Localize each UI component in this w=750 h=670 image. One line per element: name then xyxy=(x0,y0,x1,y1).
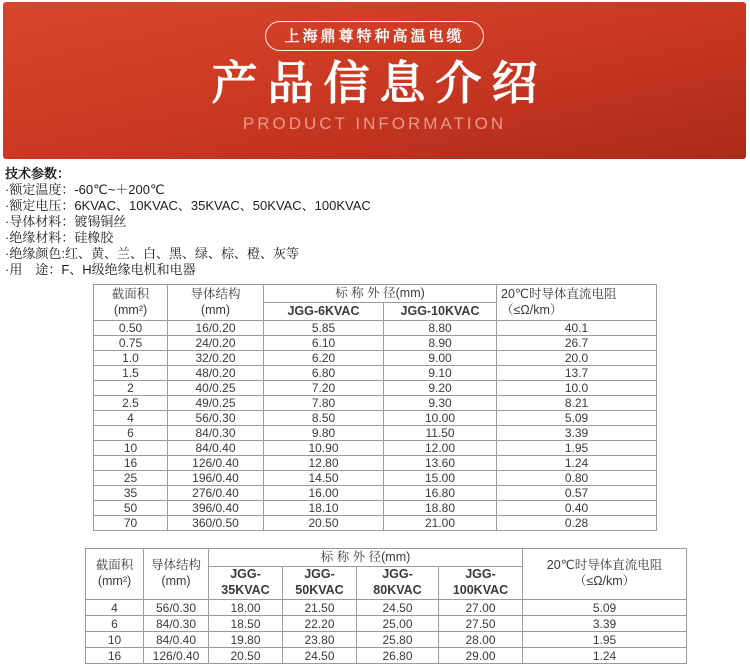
table-cell: 10.0 xyxy=(497,381,657,396)
table-row xyxy=(94,336,657,351)
table-cell: 0.80 xyxy=(497,471,657,486)
table-cell: 13.7 xyxy=(497,366,657,381)
tech-specs-list xyxy=(5,182,744,278)
table-cell: 56/0.30 xyxy=(168,411,264,426)
table-cell: 23.80 xyxy=(283,632,357,648)
header-label: 导体结构 xyxy=(150,558,201,573)
table-cell: 50 xyxy=(94,501,168,516)
table-cell: 10.00 xyxy=(384,411,497,426)
table-row xyxy=(94,486,657,501)
col-header-area xyxy=(86,549,144,600)
table-cell: 9.00 xyxy=(384,351,497,366)
col-header-jgg-50kvac: JGG-50KVAC xyxy=(283,567,357,600)
table-cell: 12.00 xyxy=(384,441,497,456)
table-cell: 32/0.20 xyxy=(168,351,264,366)
table-cell: 25.00 xyxy=(357,616,439,632)
table-cell: 35 xyxy=(94,486,168,501)
table-cell: 9.20 xyxy=(384,381,497,396)
table-row xyxy=(94,381,657,396)
table-cell: 4 xyxy=(94,411,168,426)
table-cell: 0.50 xyxy=(94,321,168,336)
table-cell: 3.39 xyxy=(497,426,657,441)
header-label: 截面积 xyxy=(95,558,134,573)
page-title: 产品信息介绍 xyxy=(211,57,548,109)
table-cell: 27.00 xyxy=(439,600,523,616)
table-row xyxy=(94,456,657,471)
table-cell: 48/0.20 xyxy=(168,366,264,381)
table-cell: 7.80 xyxy=(264,396,384,411)
header-unit: (mm) xyxy=(200,302,231,317)
table-row xyxy=(94,471,657,486)
table-cell: 196/0.40 xyxy=(168,471,264,486)
table-cell: 25.80 xyxy=(357,632,439,648)
table-cell: 56/0.30 xyxy=(144,600,209,616)
header-unit: (mm²) xyxy=(97,574,132,588)
col-header-conductor xyxy=(168,285,264,321)
table-row xyxy=(94,426,657,441)
table-cell: 8.90 xyxy=(384,336,497,351)
table-cell: 0.57 xyxy=(497,486,657,501)
col-header-jgg-80kvac: JGG-80KVAC xyxy=(357,567,439,600)
table-cell: 0.75 xyxy=(94,336,168,351)
table-row xyxy=(86,616,687,632)
table-cell: 13.60 xyxy=(384,456,497,471)
table-row xyxy=(94,501,657,516)
col-header-jgg-10kvac: JGG-10KVAC xyxy=(384,303,497,321)
table-row xyxy=(94,411,657,426)
page-subtitle: PRODUCT INFORMATION xyxy=(242,113,507,133)
table-cell: 16 xyxy=(86,648,144,664)
brand-badge: 上海鼎尊特种高温电缆 xyxy=(265,21,483,51)
table-cell: 5.09 xyxy=(523,600,687,616)
header-label: 20℃时导体直流电阻 xyxy=(546,558,663,573)
spec-line: ·用 途：F、H级绝缘电机和电器 xyxy=(5,262,196,277)
table-row xyxy=(86,632,687,648)
table-row xyxy=(94,351,657,366)
table-jgg-35-100kvac xyxy=(85,548,687,664)
col-header-jgg-100kvac: JGG-100KVAC xyxy=(439,567,523,600)
table-cell: 10 xyxy=(94,441,168,456)
spec-line: ·额定电压：6KVAC、10KVAC、35KVAC、50KVAC、100KVAC xyxy=(5,198,371,213)
table-cell: 126/0.40 xyxy=(144,648,209,664)
table-cell: 20.0 xyxy=(497,351,657,366)
table-cell: 9.10 xyxy=(384,366,497,381)
table-cell: 18.80 xyxy=(384,501,497,516)
table-cell: 9.30 xyxy=(384,396,497,411)
col-header-od-group: 标 称 外 径(mm) xyxy=(209,549,523,567)
table-cell: 20.50 xyxy=(264,516,384,531)
col-header-jgg-35kvac: JGG-35KVAC xyxy=(209,567,283,600)
table-cell: 28.00 xyxy=(439,632,523,648)
header-unit: (mm) xyxy=(161,574,191,588)
table-body xyxy=(86,600,687,664)
tech-specs-heading: 技术参数： xyxy=(5,166,71,181)
spec-line: ·导体材料：镀锡铜丝 xyxy=(5,214,127,229)
table-cell: 0.40 xyxy=(497,501,657,516)
table-cell: 6 xyxy=(86,616,144,632)
header-unit: （≤Ω/km） xyxy=(501,302,563,317)
table-cell: 21.50 xyxy=(283,600,357,616)
table-cell: 126/0.40 xyxy=(168,456,264,471)
table-cell: 22.20 xyxy=(283,616,357,632)
table-cell: 27.50 xyxy=(439,616,523,632)
table-cell: 11.50 xyxy=(384,426,497,441)
table-cell: 6.10 xyxy=(264,336,384,351)
table-cell: 2 xyxy=(94,381,168,396)
header-unit: (mm²) xyxy=(113,302,148,317)
table-cell: 6 xyxy=(94,426,168,441)
table-cell: 20.50 xyxy=(209,648,283,664)
tech-specs-section xyxy=(0,159,750,278)
table-cell: 8.50 xyxy=(264,411,384,426)
table-cell: 16.00 xyxy=(264,486,384,501)
table-row xyxy=(86,600,687,616)
table-cell: 1.0 xyxy=(94,351,168,366)
table-cell: 16/0.20 xyxy=(168,321,264,336)
table-cell: 19.80 xyxy=(209,632,283,648)
table-cell: 8.21 xyxy=(497,396,657,411)
table-row xyxy=(94,441,657,456)
table-cell: 1.95 xyxy=(523,632,687,648)
table-cell: 396/0.40 xyxy=(168,501,264,516)
col-header-od-group: 标 称 外 径(mm) xyxy=(264,285,497,303)
table-cell: 70 xyxy=(94,516,168,531)
table-cell: 2.5 xyxy=(94,396,168,411)
col-header-resistance xyxy=(497,285,657,321)
table-cell: 14.50 xyxy=(264,471,384,486)
table-cell: 6.80 xyxy=(264,366,384,381)
table-cell: 18.50 xyxy=(209,616,283,632)
spec-line: ·额定温度：-60℃~＋200℃ xyxy=(5,182,165,197)
table-cell: 5.09 xyxy=(497,411,657,426)
table-cell: 16.80 xyxy=(384,486,497,501)
table-cell: 84/0.40 xyxy=(168,441,264,456)
table-row xyxy=(94,321,657,336)
col-header-conductor xyxy=(144,549,209,600)
table-cell: 6.20 xyxy=(264,351,384,366)
table-row xyxy=(94,396,657,411)
col-header-jgg-6kvac: JGG-6KVAC xyxy=(264,303,384,321)
table-cell: 25 xyxy=(94,471,168,486)
col-header-resistance xyxy=(523,549,687,600)
product-info-page xyxy=(0,2,750,664)
table-cell: 1.5 xyxy=(94,366,168,381)
table-cell: 8.80 xyxy=(384,321,497,336)
table-cell: 24.50 xyxy=(357,600,439,616)
table-row xyxy=(94,366,657,381)
table-cell: 21.00 xyxy=(384,516,497,531)
table-cell: 0.28 xyxy=(497,516,657,531)
spec-line: ·绝缘颜色:红、黄、兰、白、黑、绿、棕、橙、灰等 xyxy=(5,246,299,261)
table-cell: 1.24 xyxy=(523,648,687,664)
table-cell: 26.80 xyxy=(357,648,439,664)
table-cell: 10 xyxy=(86,632,144,648)
table-cell: 18.10 xyxy=(264,501,384,516)
table-cell: 24.50 xyxy=(283,648,357,664)
table-cell: 1.24 xyxy=(497,456,657,471)
table-cell: 360/0.50 xyxy=(168,516,264,531)
header-label: 截面积 xyxy=(111,286,150,301)
spec-line: ·绝缘材料：硅橡胶 xyxy=(5,230,114,245)
table-row xyxy=(94,516,657,531)
table-cell: 9.80 xyxy=(264,426,384,441)
col-header-area xyxy=(94,285,168,321)
table-cell: 4 xyxy=(86,600,144,616)
table-cell: 29.00 xyxy=(439,648,523,664)
table-cell: 12.80 xyxy=(264,456,384,471)
header-unit: （≤Ω/km） xyxy=(573,574,636,588)
table-cell: 24/0.20 xyxy=(168,336,264,351)
table-cell: 84/0.40 xyxy=(144,632,209,648)
table-cell: 7.20 xyxy=(264,381,384,396)
header-banner xyxy=(3,2,746,159)
table-cell: 84/0.30 xyxy=(168,426,264,441)
header-label: 导体结构 xyxy=(190,286,241,301)
table-cell: 26.7 xyxy=(497,336,657,351)
table-cell: 1.95 xyxy=(497,441,657,456)
table-cell: 84/0.30 xyxy=(144,616,209,632)
table-body xyxy=(94,321,657,531)
table-cell: 40/0.25 xyxy=(168,381,264,396)
table-cell: 18.00 xyxy=(209,600,283,616)
table-cell: 40.1 xyxy=(497,321,657,336)
table-cell: 10.90 xyxy=(264,441,384,456)
table-cell: 3.39 xyxy=(523,616,687,632)
table-cell: 49/0.25 xyxy=(168,396,264,411)
table-cell: 5.85 xyxy=(264,321,384,336)
header-label: 20℃时导体直流电阻 xyxy=(501,286,617,301)
table-jgg-6-10kvac xyxy=(93,284,657,531)
table-row xyxy=(86,648,687,664)
table-cell: 276/0.40 xyxy=(168,486,264,501)
table-cell: 16 xyxy=(94,456,168,471)
table-cell: 15.00 xyxy=(384,471,497,486)
